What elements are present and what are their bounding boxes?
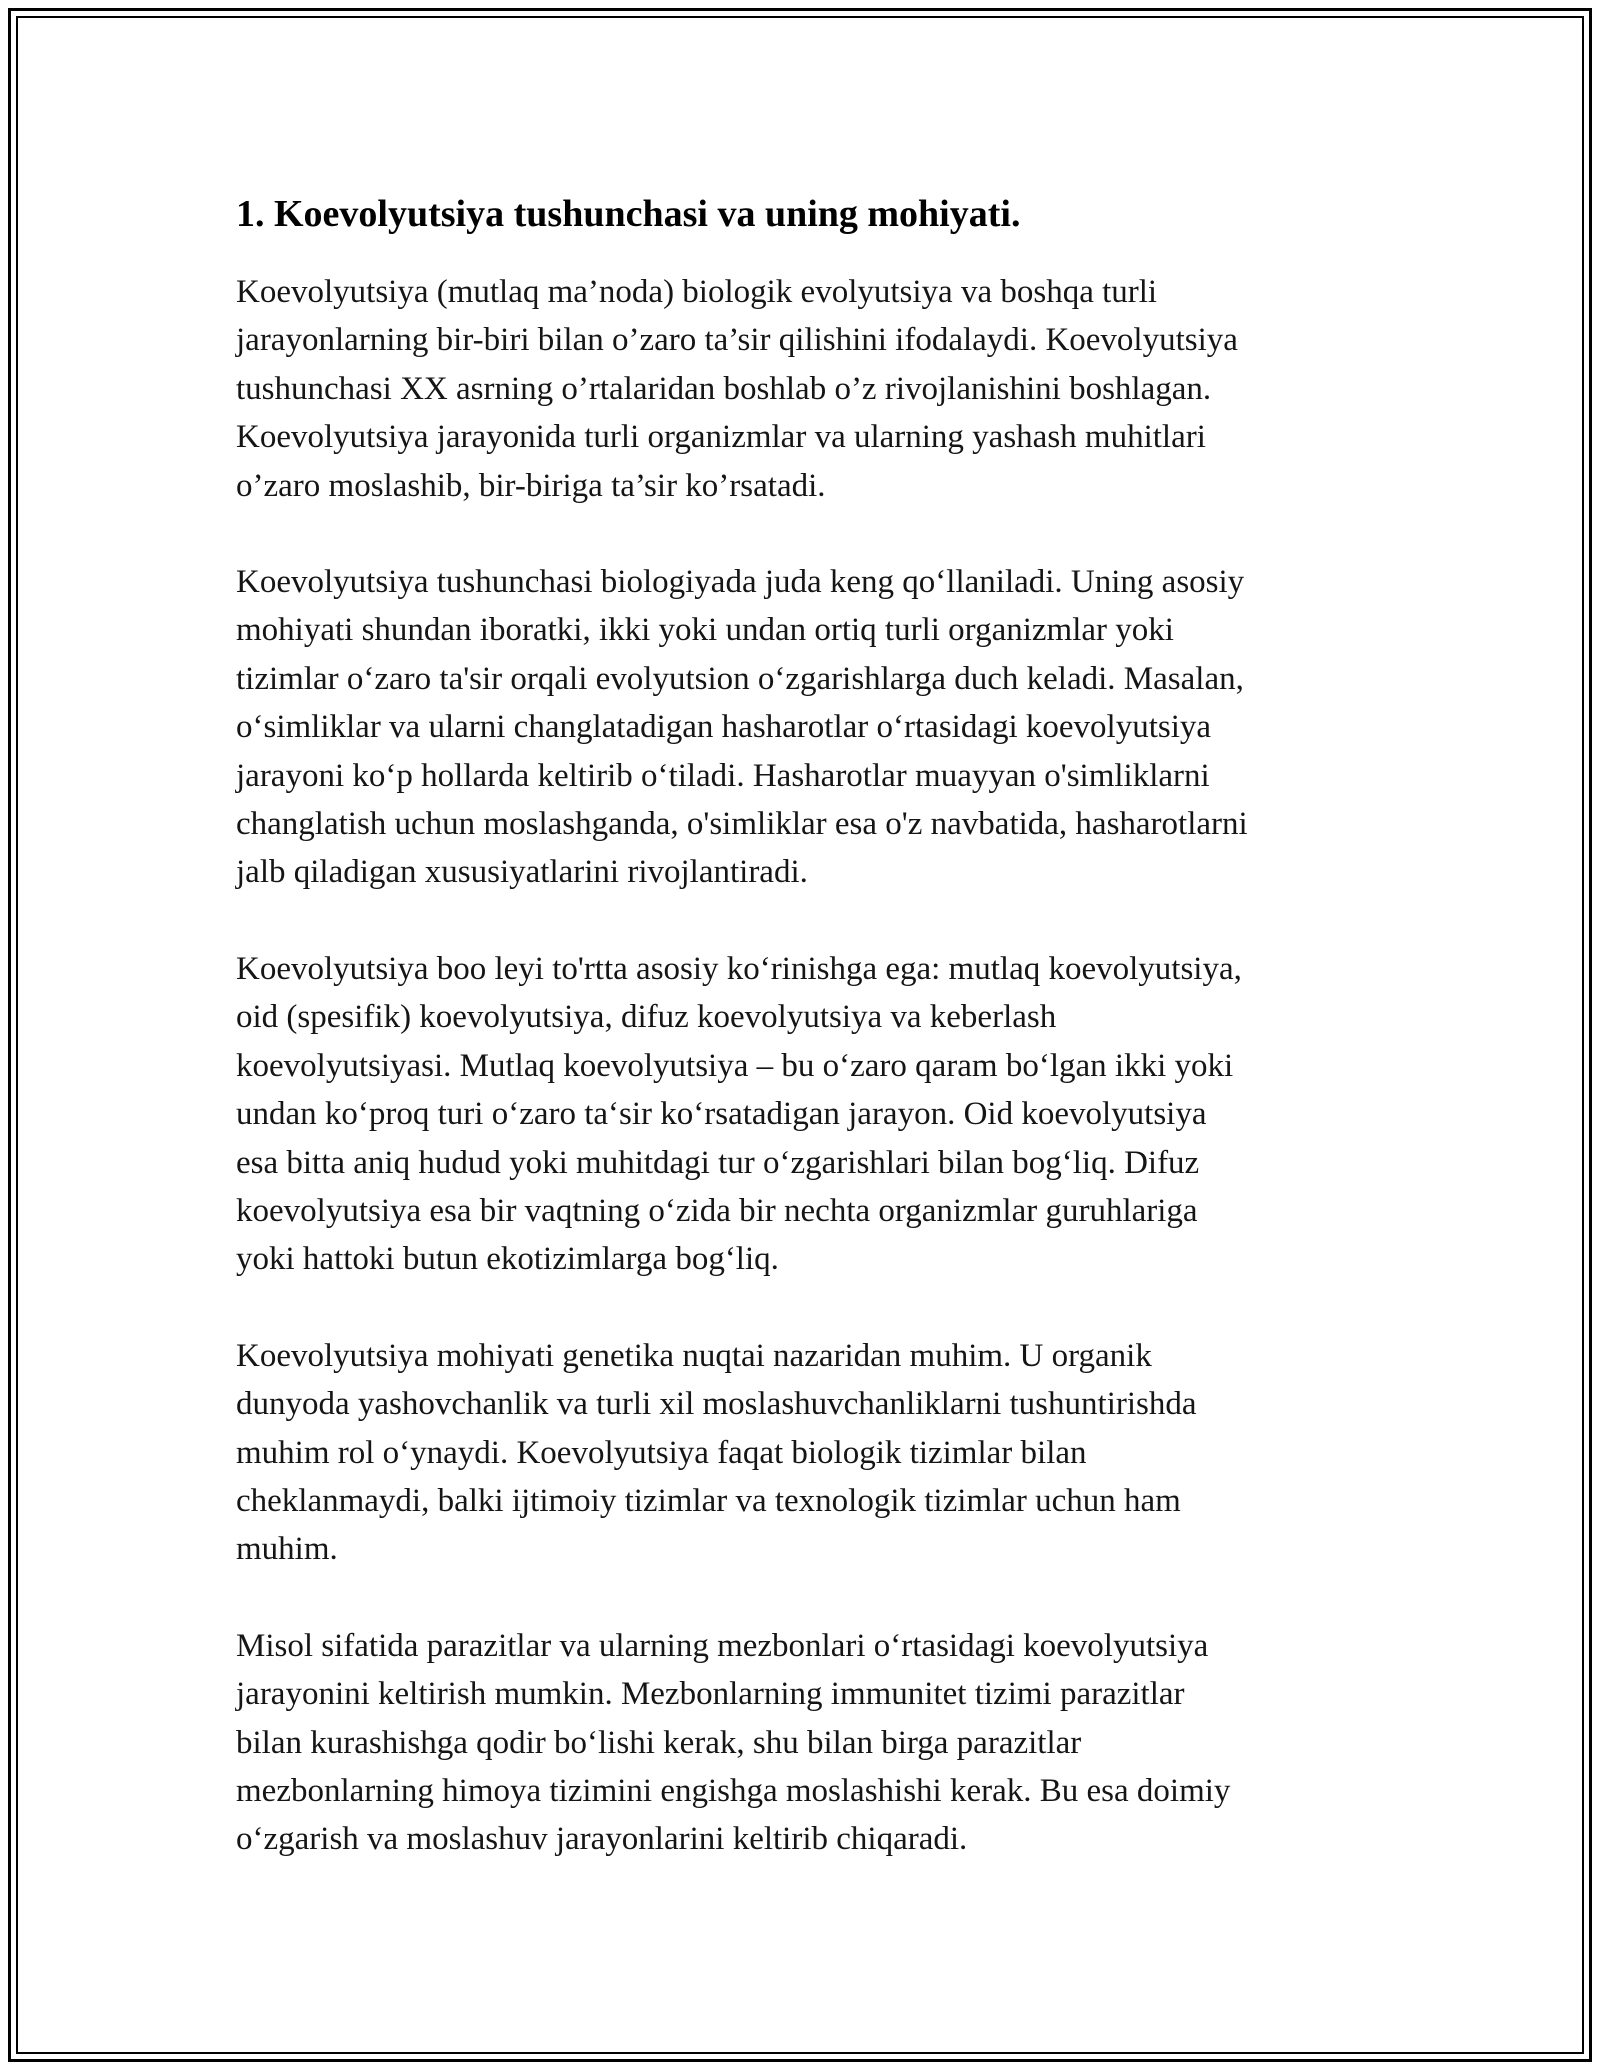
paragraph-line: muhim rol o‘ynaydi. Koevolyutsiya faqat biologik tizimlar bilan <box>236 1434 1087 1471</box>
paragraph-line: koevolyutsiya esa bir vaqtning o‘zida bir nechta organizmlar guruhlariga <box>236 1192 1198 1229</box>
paragraph-line: esa bitta aniq hudud yoki muhitdagi tur o‘zgarishlari bilan bog‘liq. Difuz <box>236 1144 1200 1181</box>
paragraph-line: jarayonini keltirish mumkin. Mezbonlarning immunitet tizimi parazitlar <box>236 1676 1185 1713</box>
paragraph-line: Koevolyutsiya boo leyi to'rtta asosiy ko‘rinishga ega: mutlaq koevolyutsiya, <box>236 950 1242 987</box>
paragraph-line: jarayoni ko‘p hollarda keltirib o‘tiladi. Hasharotlar muayyan o'simliklarni <box>236 757 1210 794</box>
paragraph-line: muhim. <box>236 1531 338 1568</box>
paragraph-line: koevolyutsiyasi. Mutlaq koevolyutsiya – bu o‘zaro qaram bo‘lgan ikki yoki <box>236 1047 1234 1084</box>
paragraph-line: mezbonlarning himoya tizimini engishga moslashishi kerak. Bu esa doimiy <box>236 1772 1231 1809</box>
paragraph-line: Koevolyutsiya (mutlaq ma’noda) biologik evolyutsiya va boshqa turli <box>236 274 1158 310</box>
paragraph-line: mohiyati shundan iboratki, ikki yoki undan ortiq turli organizmlar yoki <box>236 612 1174 649</box>
paragraph-line: changlatish uchun moslashganda, o'simliklar esa o'z navbatida, hasharotlarni <box>236 806 1248 843</box>
paragraph-line: jarayonlarning bir-biri bilan o’zaro ta’sir qilishini ifodalaydi. Koevolyutsiya <box>236 322 1238 359</box>
section-title: 1. Koevolyutsiya tushunchasi va uning mohiyati. <box>236 193 1021 235</box>
paragraph-line: oid (spesifik) koevolyutsiya, difuz koevolyutsiya va keberlash <box>236 999 1057 1036</box>
paragraph-line: cheklanmaydi, balki ijtimoiy tizimlar va texnologik tizimlar uchun ham <box>236 1482 1181 1519</box>
paragraph-line: undan ko‘proq turi o‘zaro ta‘sir ko‘rsatadigan jarayon. Oid koevolyutsiya <box>236 1096 1207 1133</box>
paragraph-line: Koevolyutsiya tushunchasi biologiyada juda keng qo‘llaniladi. Uning asosiy <box>236 564 1245 601</box>
paragraph-line: Koevolyutsiya jarayonida turli organizmlar va ularning yashash muhitlari <box>236 419 1206 456</box>
paragraph-line: o’zaro moslashib, bir-biriga ta’sir ko’rsatadi. <box>236 467 826 504</box>
document-body <box>236 186 1376 1864</box>
paragraph-1 <box>236 268 1376 510</box>
paragraph-line: Misol sifatida parazitlar va ularning mezbonlari o‘rtasidagi koevolyutsiya <box>236 1627 1209 1664</box>
paragraph-line: tushunchasi XX asrning o’rtalaridan boshlab o’z rivojlanishini boshlagan. <box>236 370 1212 407</box>
paragraph-2 <box>236 558 1376 897</box>
paragraph-line: o‘simliklar va ularni changlatadigan hasharotlar o‘rtasidagi koevolyutsiya <box>236 709 1212 746</box>
paragraph-3 <box>236 945 1376 1284</box>
paragraph-5 <box>236 1622 1376 1864</box>
paragraph-line: yoki hattoki butun ekotizimlarga bog‘liq. <box>236 1241 779 1278</box>
paragraph-line: Koevolyutsiya mohiyati genetika nuqtai nazaridan muhim. U organik <box>236 1337 1152 1374</box>
paragraph-line: dunyoda yashovchanlik va turli xil moslashuvchanliklarni tushuntirishda <box>236 1386 1197 1423</box>
paragraph-4 <box>236 1332 1376 1574</box>
paragraph-line: jalb qiladigan xususiyatlarini rivojlantiradi. <box>236 854 808 891</box>
paragraph-line: o‘zgarish va moslashuv jarayonlarini keltirib chiqaradi. <box>236 1821 968 1858</box>
paragraph-line: tizimlar o‘zaro ta'sir orqali evolyutsion o‘zgarishlarga duch keladi. Masalan, <box>236 660 1244 697</box>
paragraph-line: bilan kurashishga qodir bo‘lishi kerak, shu bilan birga parazitlar <box>236 1724 1082 1761</box>
